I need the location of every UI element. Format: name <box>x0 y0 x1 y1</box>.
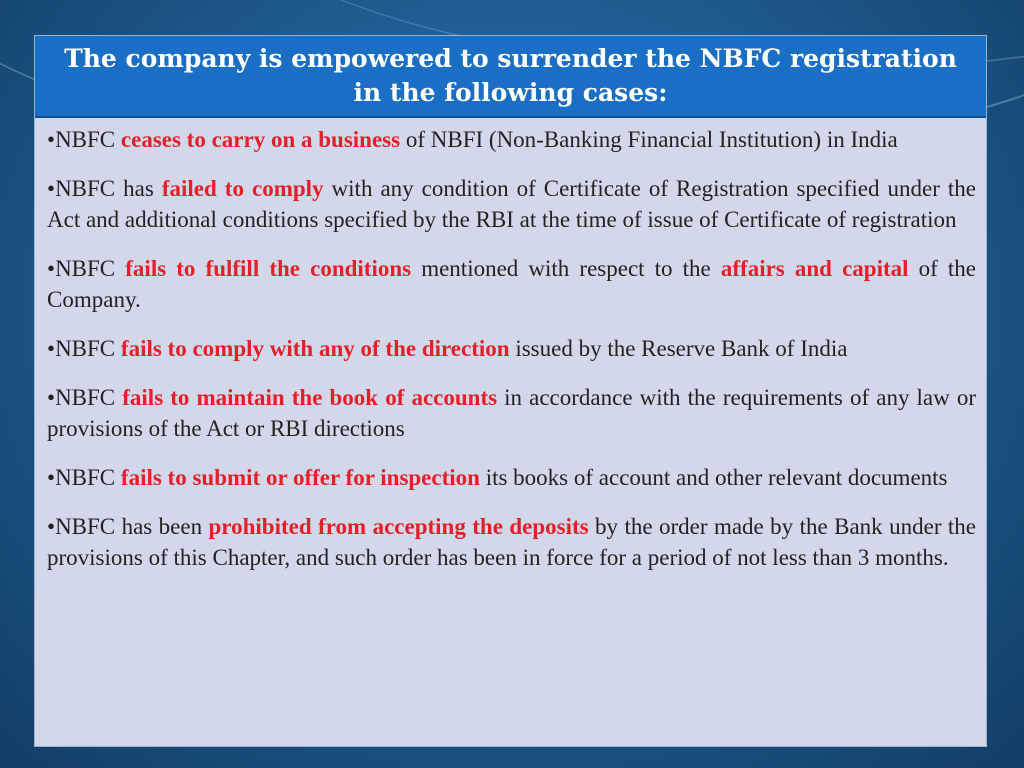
bullet: • <box>47 514 56 539</box>
list-item: •NBFC fails to submit or offer for inspection its books of account and other relevant documents <box>47 465 948 490</box>
list-item: •NBFC fails to maintain the book of accounts in accordance with the requirements of any law or provisions of the Act or RBI directions <box>47 385 976 441</box>
highlight-text: fails to submit or offer for inspection <box>120 465 480 490</box>
highlight-text: prohibited from accepting the deposits <box>208 514 589 539</box>
case-list <box>35 118 986 573</box>
list-item: •NBFC has been prohibited from accepting the deposits by the order made by the Bank under the provisions of this Chapter, and such order has been in force for a period of not less than 3 months. <box>47 514 976 570</box>
bullet: • <box>47 465 56 490</box>
list-item: •NBFC fails to fulfill the conditions mentioned with respect to the affairs and capital of the Company. <box>47 256 977 312</box>
bullet: • <box>47 256 56 281</box>
bullet: • <box>47 176 56 201</box>
title-bar <box>35 36 986 118</box>
bullet: • <box>47 385 56 410</box>
list-item: •NBFC has failed to comply with any condition of Certificate of Registration specified under the Act and additional conditions specified by the RBI at the time of issue of Certificate of registration <box>47 176 976 232</box>
highlight-text: failed to comply <box>161 176 324 201</box>
list-item: •NBFC fails to comply with any of the direction issued by the Reserve Bank of India <box>47 336 848 361</box>
highlight-text: affairs and capital <box>720 256 909 281</box>
bullet: • <box>47 127 56 152</box>
highlight-text: fails to fulfill the conditions <box>125 256 412 281</box>
highlight-text: ceases to carry on a business <box>120 127 401 152</box>
bullet: • <box>47 336 56 361</box>
slide-title: The company is empowered to surrender the NBFC registration in the following cases: <box>64 44 957 107</box>
highlight-text: fails to comply with any of the direction <box>120 336 510 361</box>
highlight-text: fails to maintain the book of accounts <box>122 385 498 410</box>
list-item: •NBFC ceases to carry on a business of NBFI (Non-Banking Financial Institution) in India <box>47 127 898 152</box>
content-panel <box>34 35 987 747</box>
